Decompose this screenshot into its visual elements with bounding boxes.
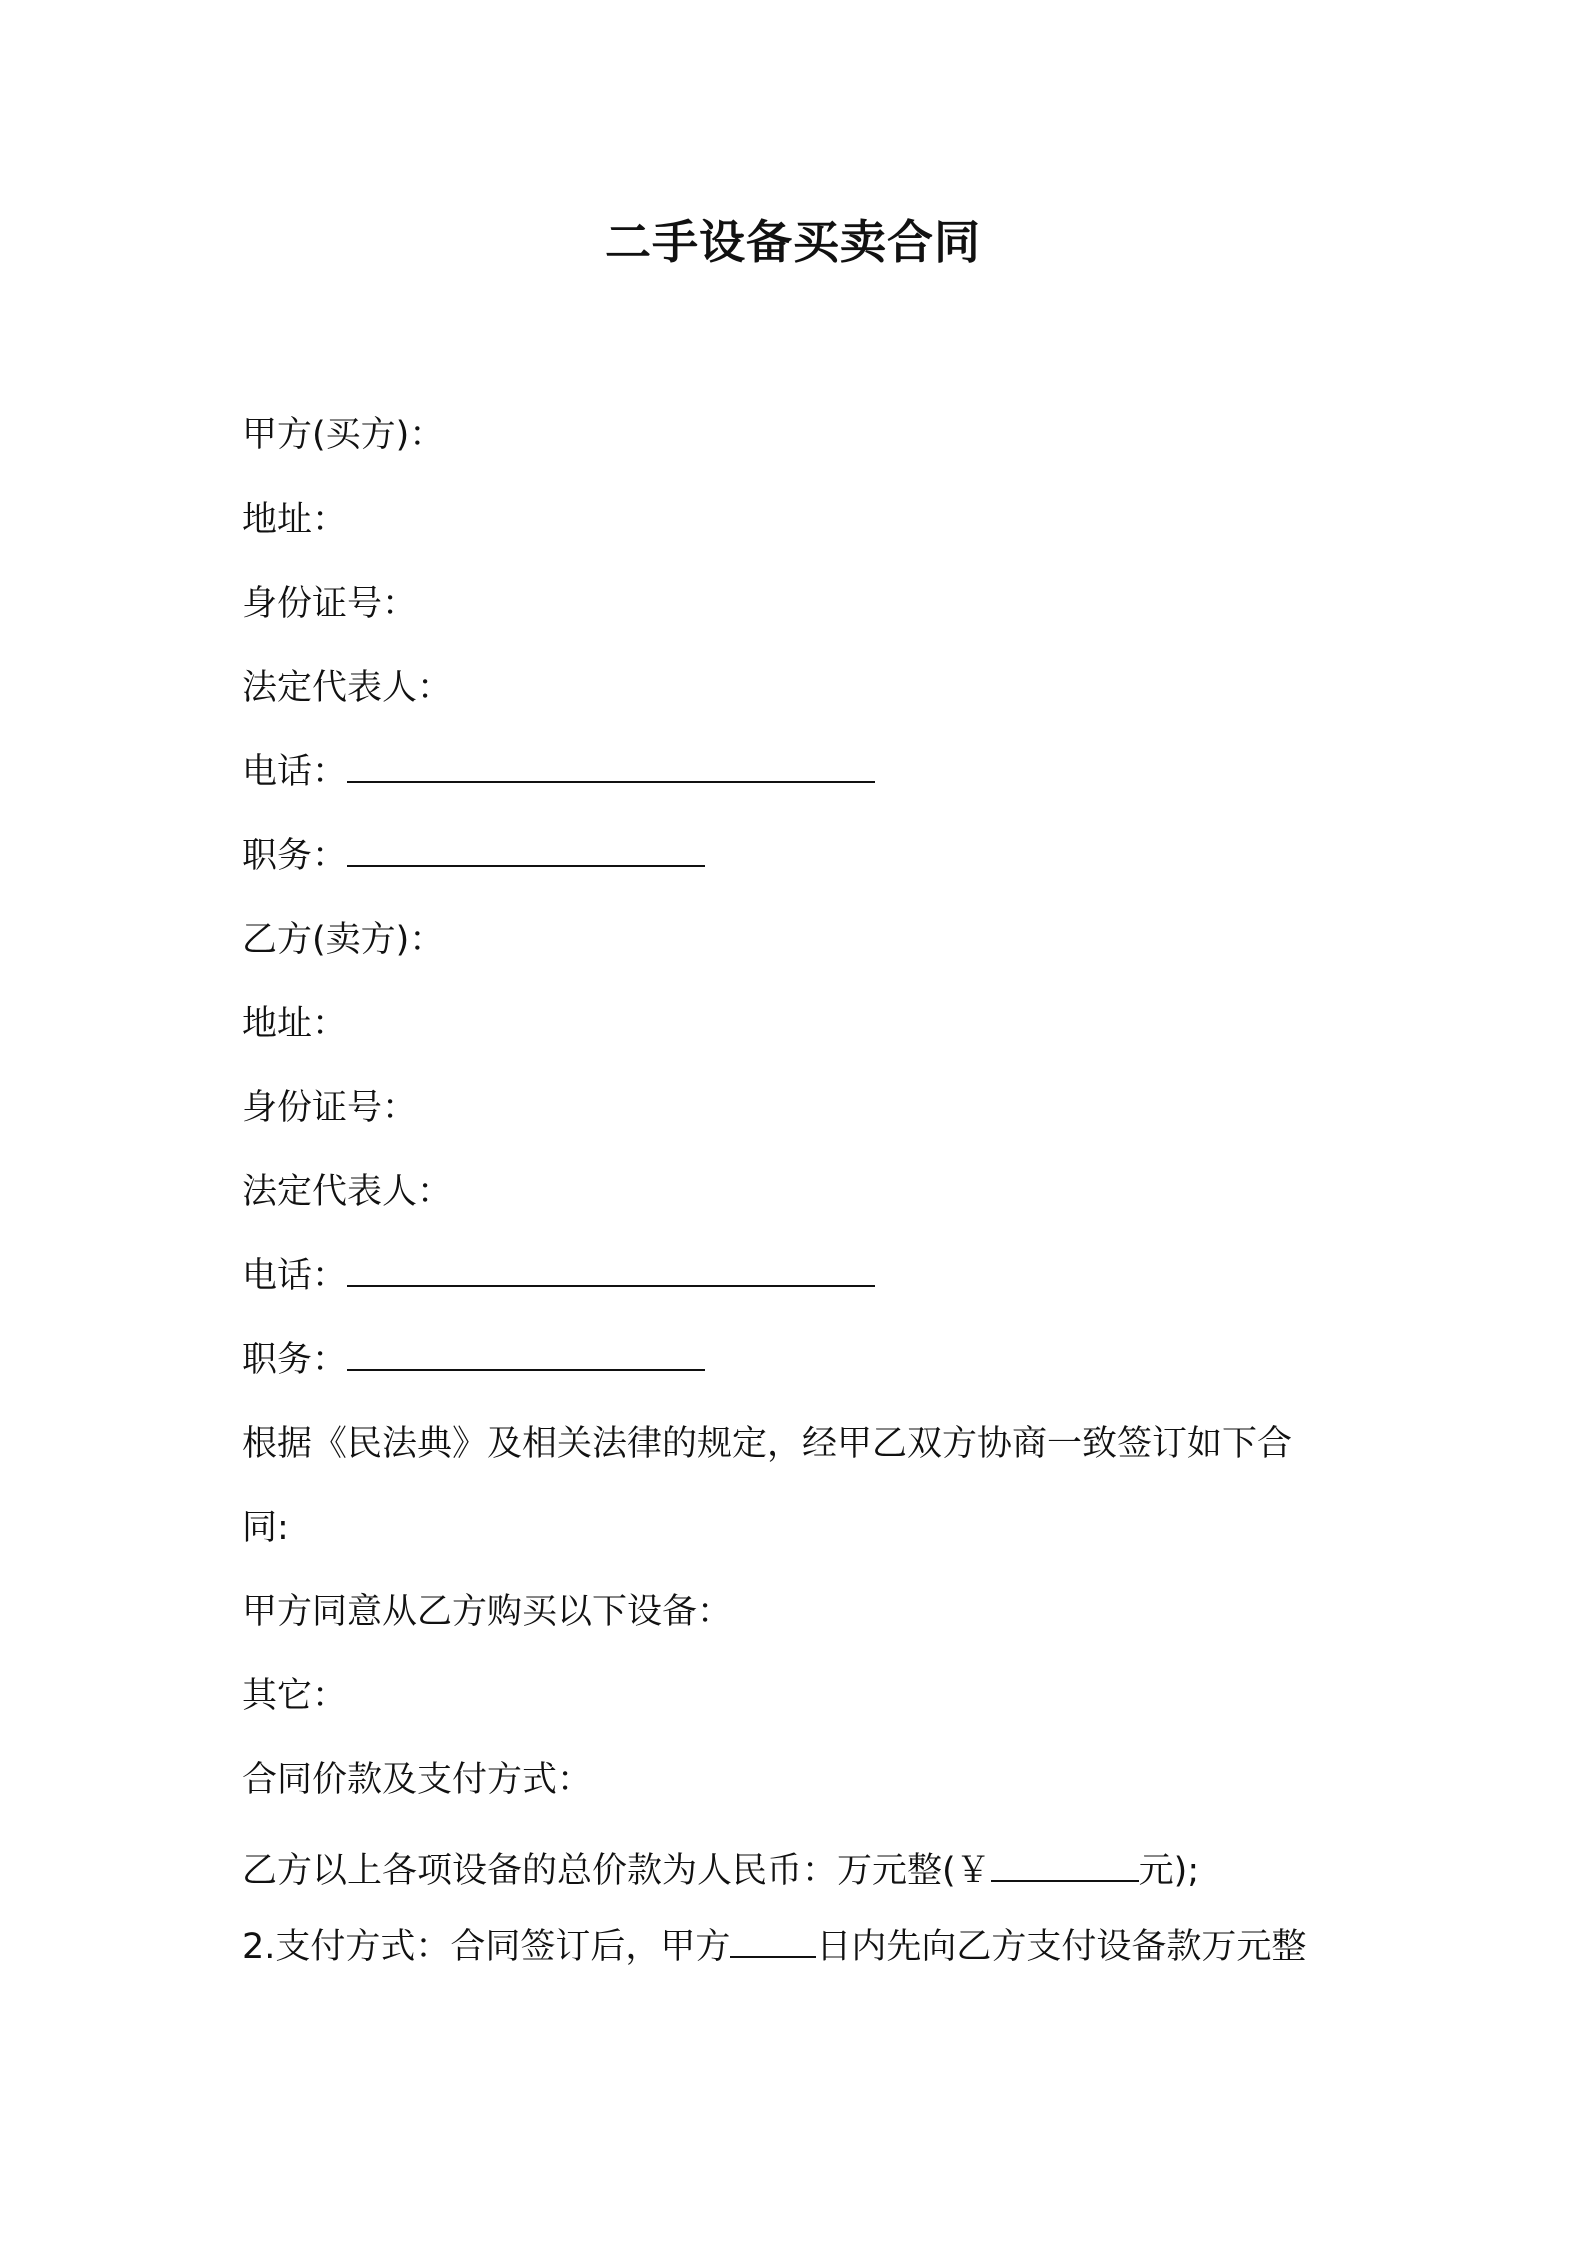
other-label: 其它： — [242, 1676, 348, 1716]
party-b-position-row — [242, 1337, 705, 1383]
party-a-phone-label: 电话： — [242, 752, 348, 792]
party-a-heading: 甲方(买方)： — [242, 415, 445, 455]
purchase-intro: 甲方同意从乙方购买以下设备： — [242, 1592, 733, 1632]
price-heading: 合同价款及支付方式： — [242, 1760, 593, 1800]
party-a-phone-blank[interactable] — [347, 751, 875, 783]
total-price-prefix: 乙方以上各项设备的总价款为人民币：万元整(￥ — [242, 1851, 991, 1891]
total-price-blank[interactable] — [991, 1850, 1139, 1882]
party-b-address-label: 地址： — [242, 1004, 348, 1044]
party-a-position-blank[interactable] — [347, 835, 705, 867]
party-b-position-blank[interactable] — [347, 1339, 705, 1371]
party-b-id-label: 身份证号： — [242, 1088, 418, 1128]
page-title: 二手设备买卖合同 — [605, 215, 981, 269]
party-a-address-label: 地址： — [242, 500, 348, 540]
payment-suffix: 日内先向乙方支付设备款万元整 — [816, 1927, 1307, 1967]
party-b-position-label: 职务： — [242, 1340, 348, 1380]
payment-days-blank[interactable] — [730, 1926, 816, 1958]
party-a-position-label: 职务： — [242, 836, 348, 876]
preamble-line-2: 同: — [242, 1508, 289, 1548]
party-a-position-row — [242, 833, 705, 879]
party-b-heading: 乙方(卖方)： — [242, 920, 445, 960]
party-b-phone-row — [242, 1253, 875, 1299]
party-a-rep-label: 法定代表人： — [242, 668, 453, 708]
party-b-phone-blank[interactable] — [347, 1255, 875, 1287]
party-a-phone-row — [242, 749, 875, 795]
total-price-suffix: 元); — [1138, 1851, 1200, 1891]
party-a-id-label: 身份证号： — [242, 584, 418, 624]
payment-row — [242, 1924, 1306, 1970]
payment-prefix: 2.支付方式：合同签订后，甲方 — [242, 1927, 731, 1967]
preamble-line-1: 根据《民法典》及相关法律的规定，经甲乙双方协商一致签订如下合 — [242, 1424, 1293, 1464]
party-b-rep-label: 法定代表人： — [242, 1172, 453, 1212]
party-b-phone-label: 电话： — [242, 1256, 348, 1296]
total-price-row — [242, 1848, 1199, 1894]
